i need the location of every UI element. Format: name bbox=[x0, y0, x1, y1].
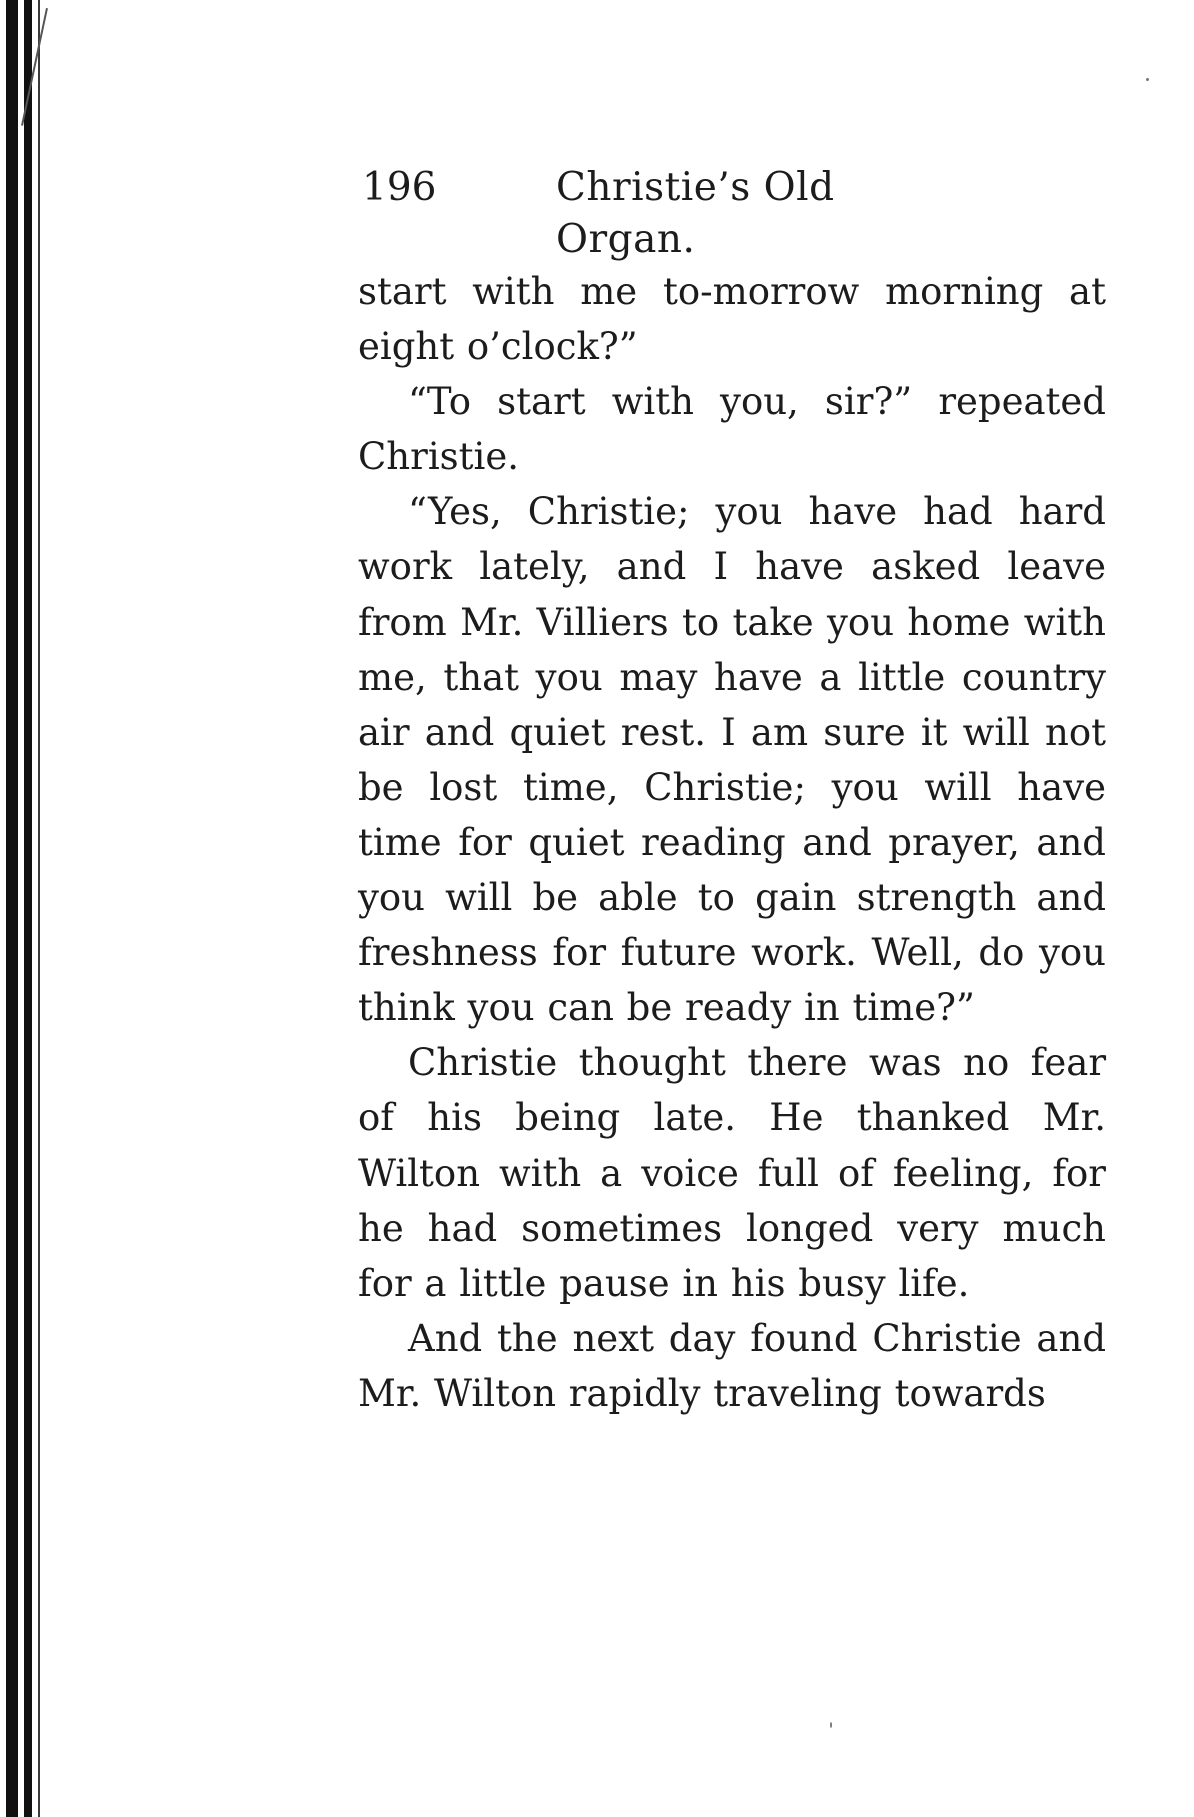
page-header bbox=[362, 162, 972, 262]
running-title: Christie’s Old Organ. bbox=[556, 165, 835, 262]
scan-speck bbox=[830, 1722, 832, 1728]
paragraph: “Yes, Christie; you have had hard work lately, and I have asked leave from Mr. Villiers to take you home with me, that you may have a little country air and quiet rest. I am sure it will not be lost time, Christie; you will have time for quiet reading and prayer, and you will be able to gain strength and freshness for future work. Well, do you think you can be ready in time?” bbox=[358, 490, 1106, 1030]
binding-gap bbox=[18, 0, 24, 1817]
paragraph: “To start with you, sir?” repeated Christie. bbox=[358, 380, 1106, 479]
paragraph-continuation: start with me to-morrow morning at eight o’clock?” bbox=[358, 270, 1106, 369]
body-text bbox=[358, 264, 1106, 1421]
binding-edge-line bbox=[38, 0, 40, 1817]
scan-speck bbox=[1146, 78, 1149, 81]
paragraph: And the next day found Christie and Mr. Wilton rapidly traveling towards bbox=[358, 1316, 1106, 1415]
page-number: 196 bbox=[362, 165, 437, 210]
paragraph: Christie thought there was no fear of his being late. He thanked Mr. Wilton with a voice full of feeling, for he had sometimes longed very much for a little pause in his busy life. bbox=[358, 1041, 1106, 1305]
